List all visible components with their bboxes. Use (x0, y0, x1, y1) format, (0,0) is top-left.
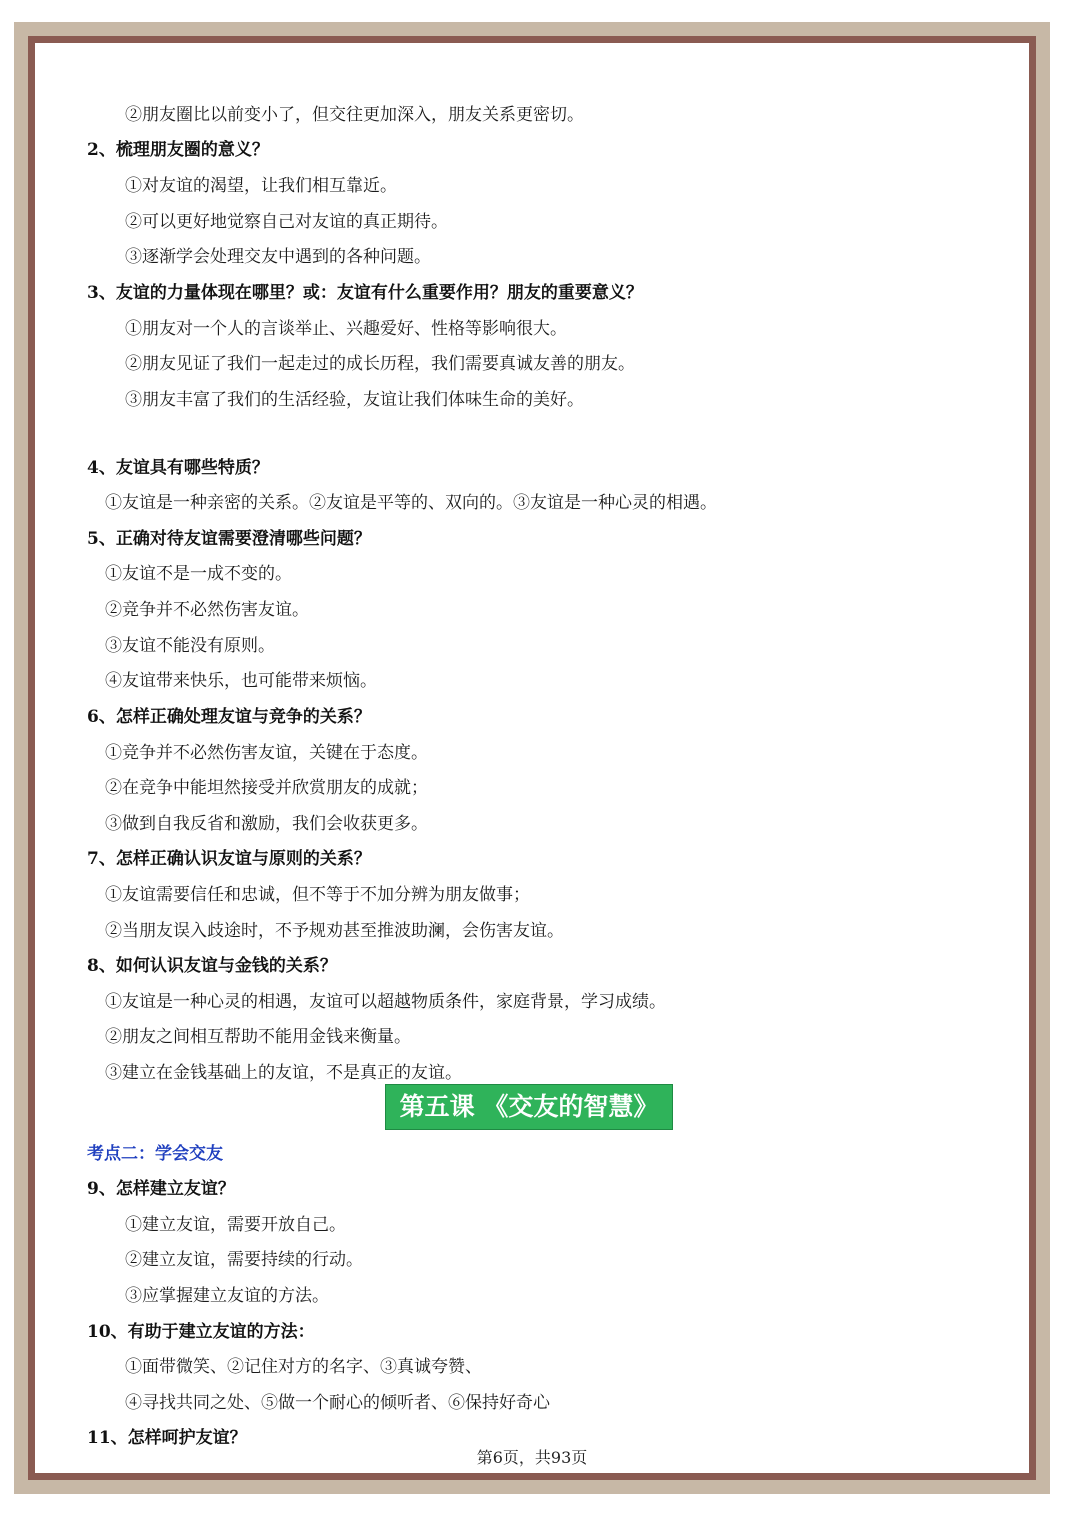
lesson-title-banner: 第五课 《交友的智慧》 (385, 1084, 673, 1130)
answer-line: ①面带微笑、②记住对方的名字、③真诚夸赞、 (125, 1357, 482, 1377)
answer-line: ②朋友之间相互帮助不能用金钱来衡量。 (105, 1027, 411, 1047)
question-heading: 11、怎样呵护友谊？ (87, 1428, 247, 1448)
answer-line: ②可以更好地觉察自己对友谊的真正期待。 (125, 212, 448, 232)
question-heading: 7、怎样正确认识友谊与原则的关系？ (87, 849, 371, 869)
answer-line: ②在竞争中能坦然接受并欣赏朋友的成就； (105, 778, 428, 798)
answer-line: ③做到自我反省和激励，我们会收获更多。 (105, 814, 428, 834)
answer-line: ①友谊需要信任和忠诚，但不等于不加分辨为朋友做事； (105, 885, 530, 905)
page-number: 第6页，共93页 (476, 1448, 588, 1467)
document-page (35, 43, 1029, 1473)
answer-line: ④友谊带来快乐，也可能带来烦恼。 (105, 671, 377, 691)
answer-line: ②朋友见证了我们一起走过的成长历程，我们需要真诚友善的朋友。 (125, 354, 635, 374)
answer-line: ③朋友丰富了我们的生活经验，友谊让我们体味生命的美好。 (125, 390, 584, 410)
question-heading: 10、有助于建立友谊的方法： (87, 1322, 315, 1342)
question-heading: 6、怎样正确处理友谊与竞争的关系？ (87, 707, 371, 727)
answer-line: ②建立友谊，需要持续的行动。 (125, 1250, 363, 1270)
answer-line: ②朋友圈比以前变小了，但交往更加深入，朋友关系更密切。 (125, 105, 584, 125)
question-heading: 5、正确对待友谊需要澄清哪些问题？ (87, 529, 371, 549)
answer-line: ①朋友对一个人的言谈举止、兴趣爱好、性格等影响很大。 (125, 319, 567, 339)
answer-line: ①友谊是一种心灵的相遇，友谊可以超越物质条件，家庭背景，学习成绩。 (105, 992, 666, 1012)
question-heading: 3、友谊的力量体现在哪里？或：友谊有什么重要作用？朋友的重要意义？ (87, 283, 643, 303)
question-heading: 4、友谊具有哪些特质？ (87, 458, 269, 478)
question-heading: 8、如何认识友谊与金钱的关系？ (87, 956, 337, 976)
answer-line: ③友谊不能没有原则。 (105, 636, 275, 656)
answer-line: ①友谊是一种亲密的关系。②友谊是平等的、双向的。③友谊是一种心灵的相遇。 (105, 493, 717, 513)
answer-line: ③建立在金钱基础上的友谊，不是真正的友谊。 (105, 1063, 462, 1083)
answer-line: ①建立友谊，需要开放自己。 (125, 1215, 346, 1235)
answer-line: ④寻找共同之处、⑤做一个耐心的倾听者、⑥保持好奇心 (125, 1393, 550, 1413)
answer-line: ①对友谊的渴望，让我们相互靠近。 (125, 176, 397, 196)
page-border (28, 36, 1036, 1480)
question-heading: 2、梳理朋友圈的意义？ (87, 140, 269, 160)
answer-line: ②当朋友误入歧途时，不予规劝甚至推波助澜，会伤害友谊。 (105, 921, 564, 941)
page-background (14, 22, 1050, 1494)
answer-line: ②竞争并不必然伤害友谊。 (105, 600, 309, 620)
answer-line: ①友谊不是一成不变的。 (105, 564, 292, 584)
answer-line: ③应掌握建立友谊的方法。 (125, 1286, 329, 1306)
answer-line: ③逐渐学会处理交友中遇到的各种问题。 (125, 247, 431, 267)
section-heading: 考点二：学会交友 (87, 1144, 223, 1164)
answer-line: ①竞争并不必然伤害友谊，关键在于态度。 (105, 743, 428, 763)
question-heading: 9、怎样建立友谊？ (87, 1179, 235, 1199)
